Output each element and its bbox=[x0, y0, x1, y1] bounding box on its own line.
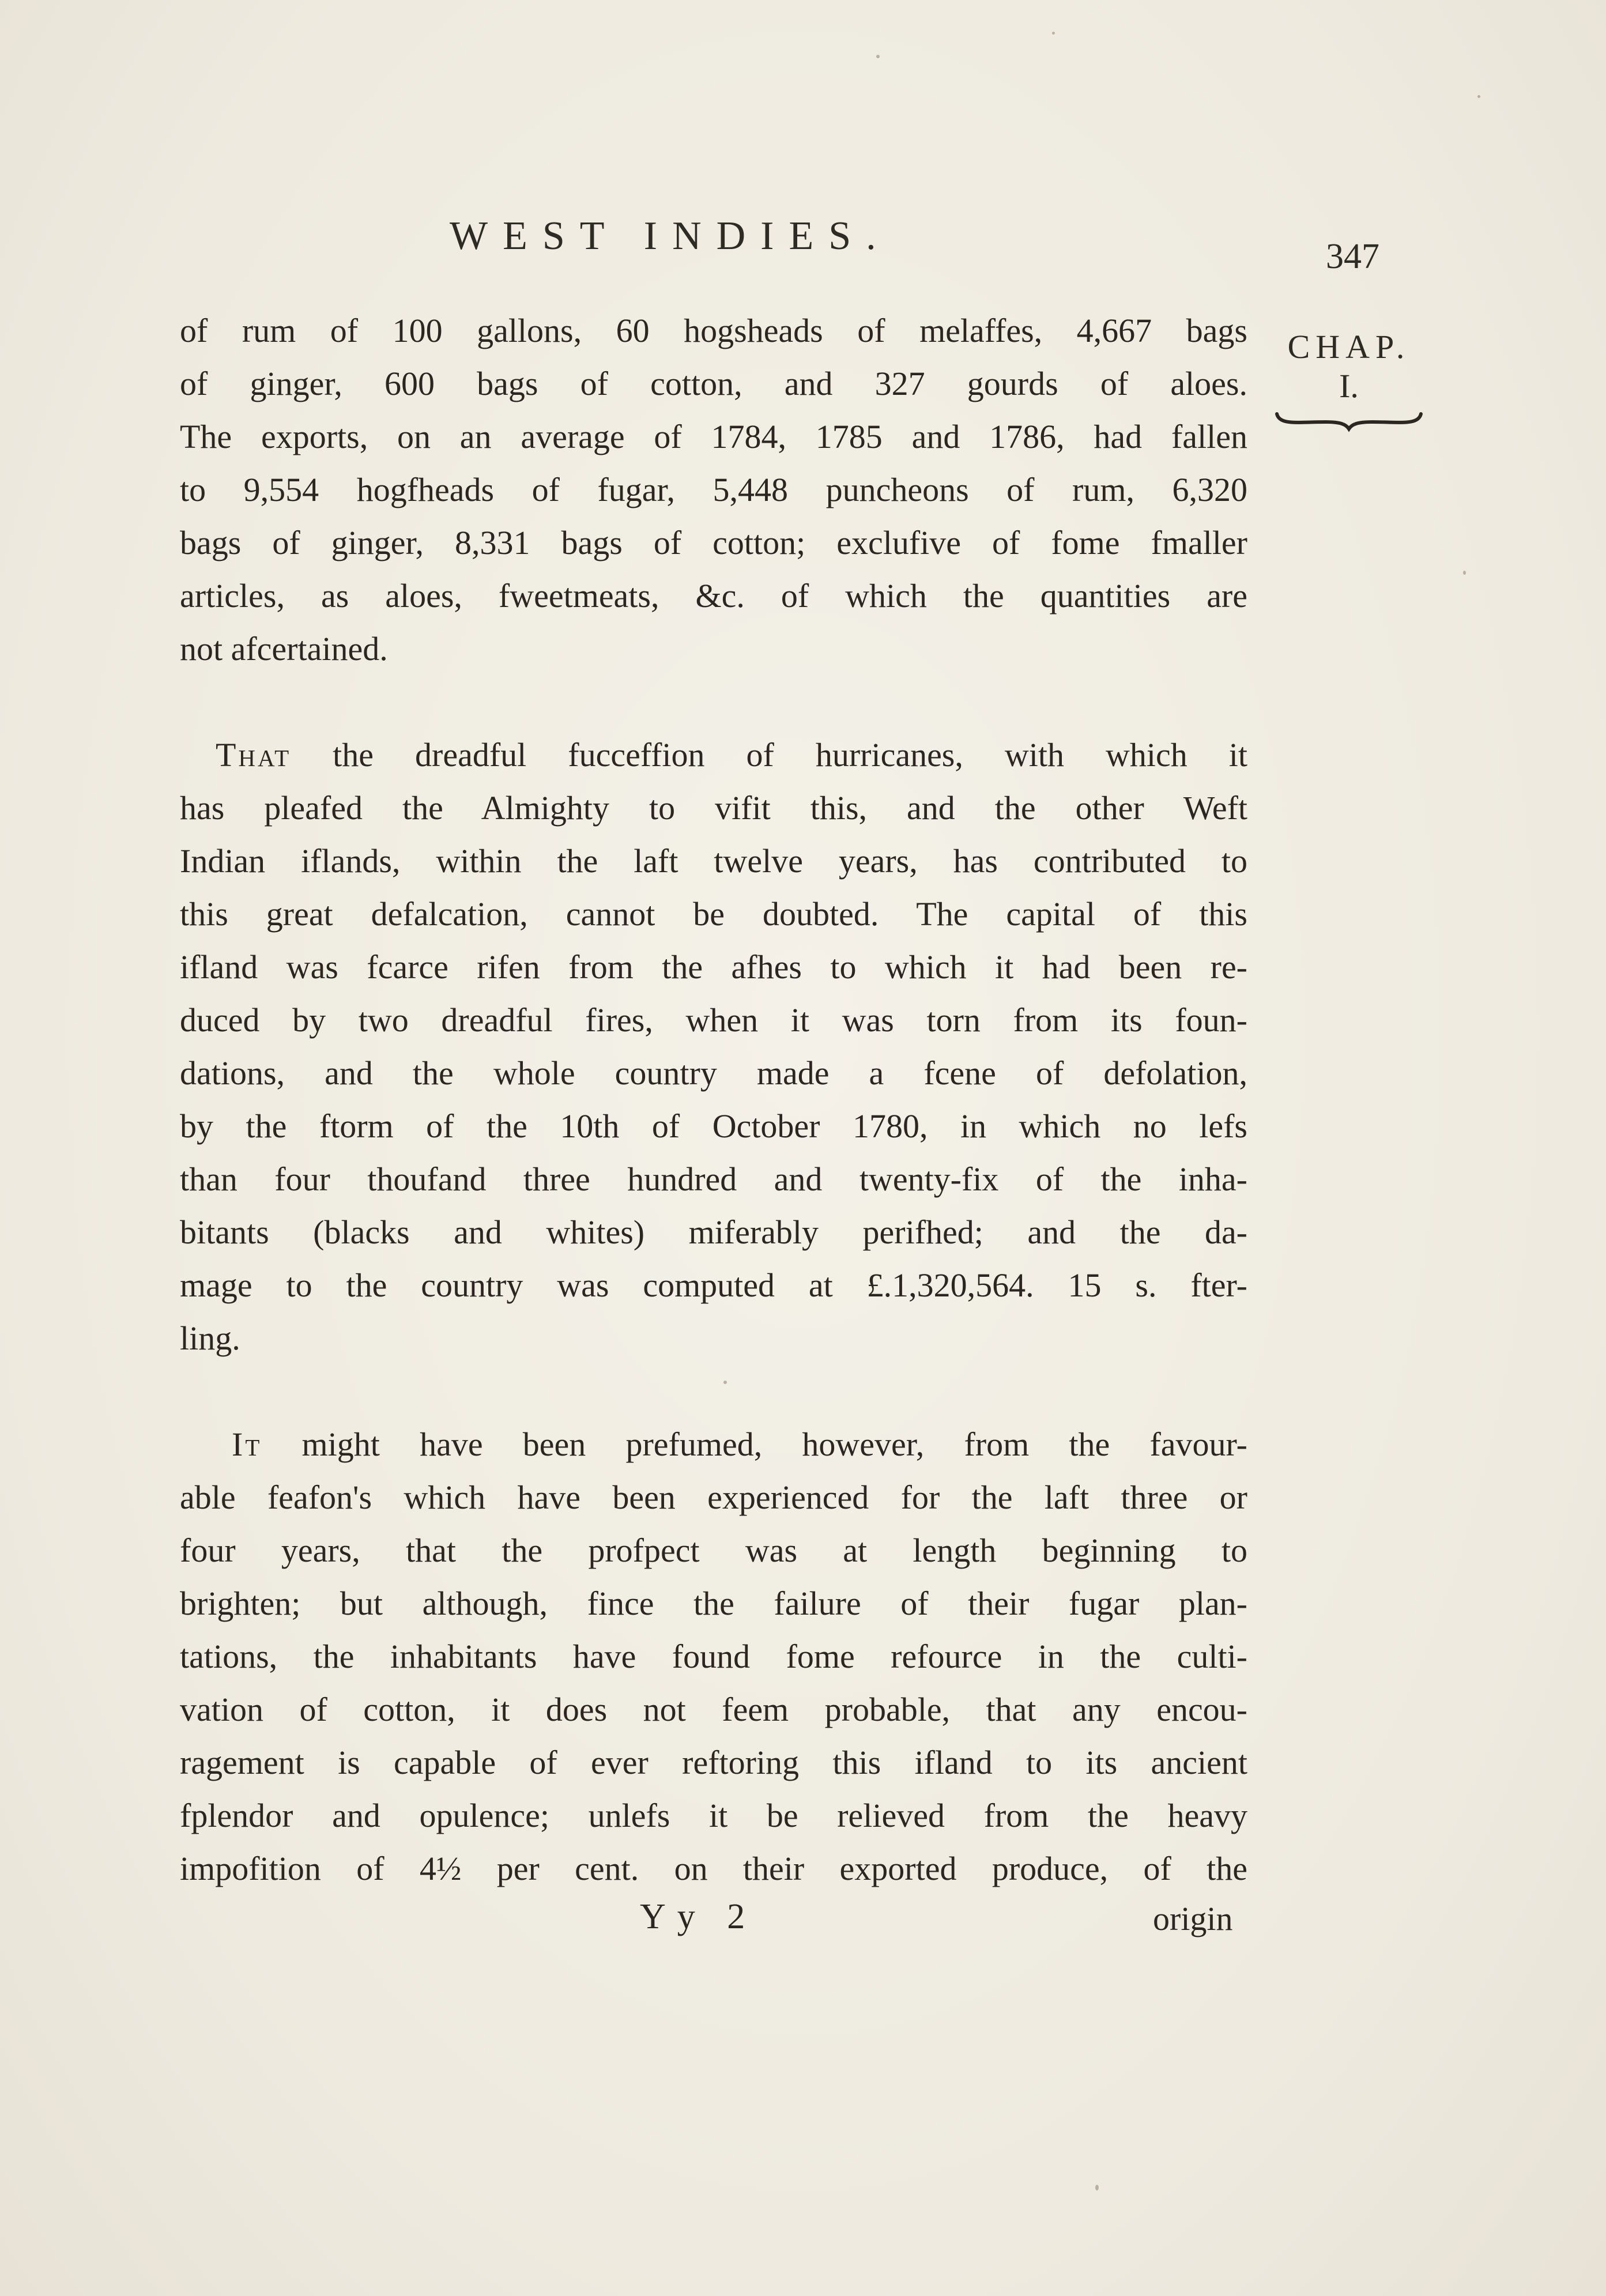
paper-speck bbox=[1477, 95, 1480, 98]
small-caps-opening: It bbox=[232, 1426, 262, 1463]
paragraph-2 bbox=[180, 729, 1247, 1365]
text-line: duced by two dreadful fires, when it was torn from its foun- bbox=[180, 1001, 1247, 1039]
text-line: by the ftorm of the 10th of October 1780, in which no lefs bbox=[180, 1107, 1247, 1145]
text-line: not afcertained. bbox=[180, 630, 388, 668]
page-number: 347 bbox=[1326, 237, 1379, 276]
text-line: of rum of 100 gallons, 60 hogsheads of melaffes, 4,667 bags bbox=[180, 312, 1247, 349]
paper-speck bbox=[1463, 571, 1466, 575]
text-line: tations, the inhabitants have found fome refource in the culti- bbox=[180, 1638, 1247, 1675]
running-title: WEST INDIES. bbox=[450, 214, 891, 258]
text-line: able feafon's which have been experienced for the laft three or bbox=[180, 1479, 1247, 1516]
chapter-label: CHAP. bbox=[1287, 328, 1411, 365]
signature-mark: Yy 2 bbox=[640, 1897, 757, 1936]
text-line: fplendor and opulence; unlefs it be relieved from the heavy bbox=[180, 1797, 1247, 1834]
text-line: ling. bbox=[180, 1319, 240, 1357]
text-line: ragement is capable of ever reftoring this ifland to its ancient bbox=[180, 1744, 1247, 1781]
text-line: four years, that the profpect was at length beginning to bbox=[180, 1532, 1247, 1569]
text-line: brighten; but although, fince the failure of their fugar plan- bbox=[180, 1585, 1247, 1622]
text-line: has pleafed the Almighty to vifit this, and the other Weft bbox=[180, 789, 1247, 827]
paper-speck bbox=[1095, 2185, 1099, 2191]
text-line: The exports, on an average of 1784, 1785 and 1786, had fallen bbox=[180, 418, 1247, 455]
paragraph-3 bbox=[180, 1418, 1247, 1895]
text-line: this great defalcation, cannot be doubted. The capital of this bbox=[180, 895, 1247, 933]
text-line: bags of ginger, 8,331 bags of cotton; exclufive of fome fmaller bbox=[180, 524, 1247, 561]
text-line bbox=[180, 729, 1247, 782]
chapter-margin-note bbox=[1271, 327, 1427, 406]
text-line-rest: the dreadful fucceffion of hurricanes, with which it bbox=[291, 736, 1247, 774]
paper-speck bbox=[1052, 32, 1055, 35]
text-line: of ginger, 600 bags of cotton, and 327 gourds of aloes. bbox=[180, 365, 1247, 402]
text-line: than four thoufand three hundred and twenty-fix of the inha- bbox=[180, 1160, 1247, 1198]
text-line: impofition of 4½ per cent. on their exported produce, of the bbox=[180, 1850, 1247, 1887]
text-line: to 9,554 hogfheads of fugar, 5,448 puncheons of rum, 6,320 bbox=[180, 471, 1247, 508]
text-line: Indian iflands, within the laft twelve years, has contributed to bbox=[180, 842, 1247, 880]
text-line bbox=[180, 1418, 1247, 1471]
text-line: bitants (blacks and whites) miferably perifhed; and the da- bbox=[180, 1213, 1247, 1251]
chapter-number: I. bbox=[1339, 367, 1359, 405]
text-line: articles, as aloes, fweetmeats, &c. of which the quantities are bbox=[180, 577, 1247, 614]
text-line: vation of cotton, it does not feem probable, that any encou- bbox=[180, 1691, 1247, 1728]
text-line: mage to the country was computed at £.1,320,564. 15 s. fter- bbox=[180, 1266, 1247, 1304]
brace-ornament bbox=[1274, 409, 1424, 432]
small-caps-opening: That bbox=[216, 736, 292, 774]
text-line: dations, and the whole country made a fcene of defolation, bbox=[180, 1054, 1247, 1092]
paragraph-1 bbox=[180, 304, 1247, 676]
catchword: origin bbox=[1153, 1900, 1233, 1937]
text-line-rest: might have been prefumed, however, from the favour- bbox=[262, 1426, 1247, 1463]
paper-speck bbox=[876, 55, 880, 58]
text-line: ifland was fcarce rifen from the afhes to which it had been re- bbox=[180, 948, 1247, 986]
paper-speck bbox=[723, 1381, 727, 1384]
